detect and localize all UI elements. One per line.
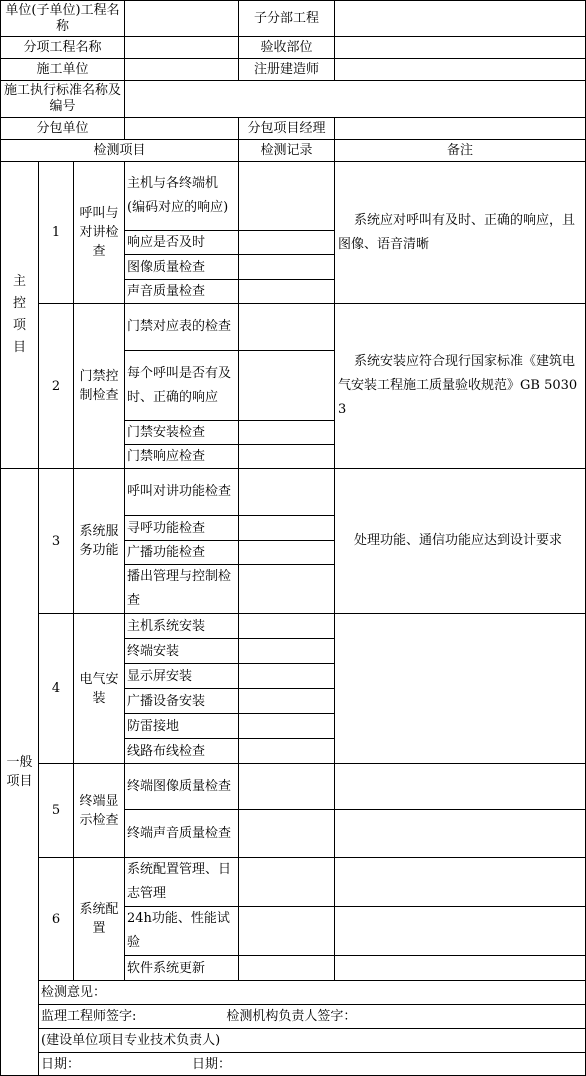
group-6-name: 系统配置 xyxy=(74,858,125,981)
sub-department-value[interactable] xyxy=(335,1,586,37)
engineer-value[interactable] xyxy=(335,59,586,81)
group-3-note: 处理功能、通信功能应达到设计要求 xyxy=(335,469,586,614)
group-5-item-2: 终端声音质量检查 xyxy=(125,810,239,858)
group-3-item-2: 寻呼功能检查 xyxy=(125,516,239,541)
group-6-record-2[interactable] xyxy=(239,907,335,956)
test-items-header: 检测项目 xyxy=(1,140,239,162)
standard-value[interactable] xyxy=(125,81,586,118)
construction-unit-value[interactable] xyxy=(125,59,239,81)
group-4-record-5[interactable] xyxy=(239,714,335,739)
group-2-name: 门禁控制检查 xyxy=(74,304,125,469)
group-1-record-2[interactable] xyxy=(239,231,335,255)
group-4-number: 4 xyxy=(39,614,74,764)
group-4-record-2[interactable] xyxy=(239,639,335,664)
group-4-item-4: 广播设备安装 xyxy=(125,689,239,714)
test-opinion[interactable] xyxy=(39,981,586,1005)
group-1-record-4[interactable] xyxy=(239,280,335,304)
group-1-item-2: 响应是否及时 xyxy=(125,231,239,255)
group-4-item-5: 防雷接地 xyxy=(125,714,239,739)
group-4-item-3: 显示屏安装 xyxy=(125,664,239,689)
group-2-item-2: 每个呼叫是否有及时、正确的响应 xyxy=(125,351,239,421)
group-6-item-1: 系统配置管理、日志管理 xyxy=(125,858,239,907)
unit-project-label: 单位(子单位)工程名称 xyxy=(1,1,125,37)
test-opinion-label: 检测意见： xyxy=(41,985,107,1000)
supervisor-signature-label: 监理工程师签字: xyxy=(41,1009,137,1024)
group-3-item-4: 播出管理与控制检查 xyxy=(125,565,239,614)
group-4-record-4[interactable] xyxy=(239,689,335,714)
group-1-note: 系统应对呼叫有及时、正确的响应，且图像、语音清晰 xyxy=(335,162,586,304)
group-6-record-3[interactable] xyxy=(239,956,335,981)
group-5-number: 5 xyxy=(39,764,74,858)
subcontract-manager-label: 分包项目经理 xyxy=(239,118,335,140)
test-record-header: 检测记录 xyxy=(239,140,335,162)
construction-unit-label: 施工单位 xyxy=(1,59,125,81)
group-1-item-1: 主机与各终端机(编码对应的响应) xyxy=(125,162,239,231)
group-2-record-2[interactable] xyxy=(239,351,335,421)
group-2-number: 2 xyxy=(39,304,74,469)
general-label: 一般项目 xyxy=(6,755,33,789)
group-1-item-4: 声音质量检查 xyxy=(125,280,239,304)
group-1-name: 呼叫与对讲检查 xyxy=(74,162,125,304)
group-5-record-2[interactable] xyxy=(239,810,335,858)
group-5-note-1 xyxy=(335,764,586,810)
group-3-record-3[interactable] xyxy=(239,541,335,565)
group-1-number: 1 xyxy=(39,162,74,304)
date-label-2: 日期： xyxy=(192,1056,232,1072)
group-2-item-3: 门禁安装检查 xyxy=(125,421,239,445)
group-2-note: 系统安装应符合现行国家标准《建筑电气安装工程施工质量验收规范》GB 50303 xyxy=(335,304,586,469)
owner-representative: (建设单位项目专业技术负责人) xyxy=(39,1029,586,1053)
group-5-note-2 xyxy=(335,810,586,858)
general-category xyxy=(1,469,39,1076)
group-1-record-1[interactable] xyxy=(239,162,335,231)
group-3-record-2[interactable] xyxy=(239,516,335,541)
standard-label: 施工执行标准名称及编号 xyxy=(1,81,125,118)
sub-department-label: 子分部工程 xyxy=(239,1,335,37)
group-5-item-1: 终端图像质量检查 xyxy=(125,764,239,810)
group-6-record-1[interactable] xyxy=(239,858,335,907)
group-2-record-1[interactable] xyxy=(239,304,335,351)
group-2-item-4: 门禁响应检查 xyxy=(125,445,239,469)
date-label-1: 日期： xyxy=(41,1056,81,1072)
sub-item-label: 分项工程名称 xyxy=(1,37,125,59)
remarks-header: 备注 xyxy=(335,140,586,162)
group-1-item-3: 图像质量检查 xyxy=(125,255,239,280)
group-4-item-1: 主机系统安装 xyxy=(125,614,239,639)
group-6-item-2: 24h功能、性能试验 xyxy=(125,907,239,956)
acceptance-part-label: 验收部位 xyxy=(239,37,335,59)
group-5-record-1[interactable] xyxy=(239,764,335,810)
group-4-note xyxy=(335,614,586,764)
group-2-record-4[interactable] xyxy=(239,445,335,469)
group-3-record-4[interactable] xyxy=(239,565,335,614)
group-6-note-1 xyxy=(335,858,586,907)
signature-row[interactable] xyxy=(39,1005,586,1029)
main-control-category xyxy=(1,162,39,469)
group-6-note-2 xyxy=(335,907,586,956)
group-3-item-1: 呼叫对讲功能检查 xyxy=(125,469,239,516)
group-5-name: 终端显示检查 xyxy=(74,764,125,858)
group-1-record-3[interactable] xyxy=(239,255,335,280)
sub-item-value[interactable] xyxy=(125,37,239,59)
group-4-record-6[interactable] xyxy=(239,739,335,764)
group-4-record-3[interactable] xyxy=(239,664,335,689)
group-3-name: 系统服务功能 xyxy=(74,469,125,614)
group-6-note-3 xyxy=(335,956,586,981)
group-2-record-3[interactable] xyxy=(239,421,335,445)
group-3-number: 3 xyxy=(39,469,74,614)
subcontract-unit-value[interactable] xyxy=(125,118,239,140)
engineer-label: 注册建造师 xyxy=(239,59,335,81)
group-2-item-1: 门禁对应表的检查 xyxy=(125,304,239,351)
group-4-name: 电气安装 xyxy=(74,614,125,764)
group-4-record-1[interactable] xyxy=(239,614,335,639)
date-row[interactable] xyxy=(39,1053,586,1076)
unit-project-value[interactable] xyxy=(125,1,239,37)
group-3-record-1[interactable] xyxy=(239,469,335,516)
main-control-label: 主控项目 xyxy=(12,274,26,355)
acceptance-part-value[interactable] xyxy=(335,37,586,59)
agency-signature-label: 检测机构负责人签字： xyxy=(226,1009,357,1024)
group-4-item-2: 终端安装 xyxy=(125,639,239,664)
group-6-number: 6 xyxy=(39,858,74,981)
group-6-item-3: 软件系统更新 xyxy=(125,956,239,981)
subcontract-unit-label: 分包单位 xyxy=(1,118,125,140)
group-3-item-3: 广播功能检查 xyxy=(125,541,239,565)
subcontract-manager-value[interactable] xyxy=(335,118,586,140)
group-4-item-6: 线路布线检查 xyxy=(125,739,239,764)
